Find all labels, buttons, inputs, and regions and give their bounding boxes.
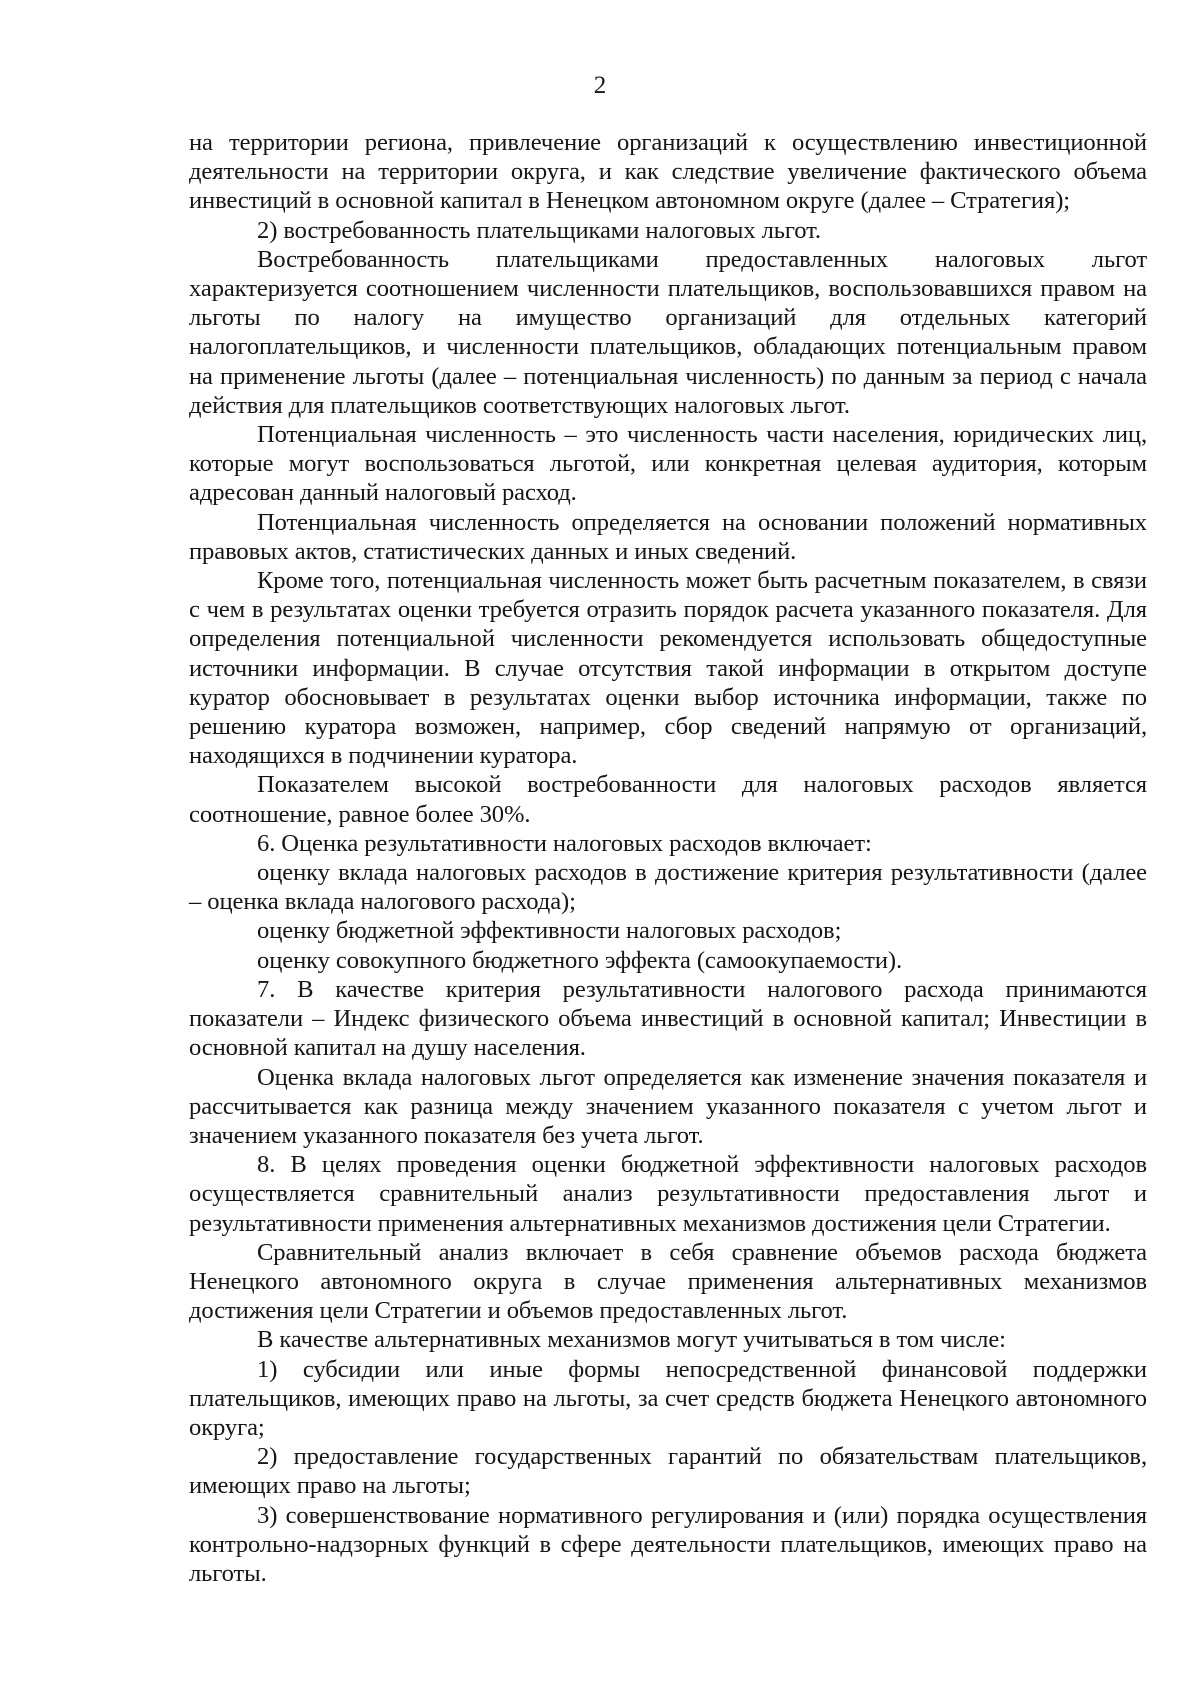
paragraph-section-7-criteria: 7. В качестве критерия результативности налогового расхода принимаются показатели – Индекс физического объема инвестиций в основной капитал; Инвестиции в основной капитал на душу населения. <box>189 975 1147 1062</box>
page-number: 2 <box>593 72 607 99</box>
paragraph-section-6-heading: 6. Оценка результативности налоговых расходов включает: <box>257 829 872 857</box>
paragraph-high-demand-threshold: Показателем высокой востребованности для налоговых расходов является соотношение, равное более 30%. <box>189 771 1147 828</box>
paragraph-comparative-analysis: Сравнительный анализ включает в себя сравнение объемов расхода бюджета Ненецкого автономного округа в случае применения альтернативных механизмов достижения цели Стратегии и объемов предоставленных льгот. <box>189 1238 1147 1325</box>
paragraph-potential-number-basis: Потенциальная численность определяется на основании положений нормативных правовых актов, статистических данных и иных сведений. <box>189 508 1147 565</box>
document-body <box>189 128 1147 1588</box>
paragraph-contribution-assessment: Оценка вклада налоговых льгот определяется как изменение значения показателя и рассчитывается как разница между значением указанного показателя с учетом льгот и значением указанного показателя без учета льгот. <box>189 1063 1147 1149</box>
paragraph-continuation: на территории региона, привлечение организаций к осуществлению инвестиционной деятельности на территории округа, и как следствие увеличение фактического объема инвестиций в основной капитал в Ненецком автономном округе (далее – Стратегия); <box>189 129 1147 215</box>
paragraph-section-6-item-3: оценку совокупного бюджетного эффекта (самоокупаемости). <box>257 946 903 974</box>
paragraph-demand-definition: Востребованность плательщиками предоставленных налоговых льгот характеризуется соотношением численности плательщиков, воспользовавшихся правом на льготы по налогу на имущество организаций для отдельных категорий налогоплательщиков, и численности плательщиков, обладающих потенциальным правом на применение льготы (далее – потенциальная численность) по данным за период с начала действия для плательщиков соответствующих налоговых льгот. <box>189 245 1147 419</box>
paragraph-alternative-3: 3) совершенствование нормативного регулирования и (или) порядка осуществления контрольно-надзорных функций в сфере деятельности плательщиков, имеющих право на льготы. <box>189 1501 1147 1587</box>
paragraph-calculation-note: Кроме того, потенциальная численность может быть расчетным показателем, в связи с чем в результатах оценки требуется отразить порядок расчета указанного показателя. Для определения потенциальной численности рекомендуется использовать общедоступные источники информации. В случае отсутствия такой информации в открытом доступе куратор обосновывает в результатах оценки выбор источника информации, также по решению куратора возможен, например, сбор сведений напрямую от организаций, находящихся в подчинении куратора. <box>189 567 1147 770</box>
paragraph-alternatives-intro: В качестве альтернативных механизмов могут учитываться в том числе: <box>257 1326 1006 1354</box>
paragraph-section-6-item-1: оценку вклада налоговых расходов в достижение критерия результативности (далее – оценка вклада налогового расхода); <box>189 859 1147 916</box>
paragraph-alternative-1: 1) субсидии или иные формы непосредственной финансовой поддержки плательщиков, имеющих право на льготы, за счет средств бюджета Ненецкого автономного округа; <box>189 1355 1147 1441</box>
paragraph-item-2-demand: 2) востребованность плательщиками налоговых льгот. <box>257 216 821 244</box>
paragraph-alternative-2: 2) предоставление государственных гарантий по обязательствам плательщиков, имеющих право на льготы; <box>189 1443 1147 1500</box>
paragraph-section-8-comparison: 8. В целях проведения оценки бюджетной эффективности налоговых расходов осуществляется сравнительный анализ результативности предоставления льгот и результативности применения альтернативных механизмов достижения цели Стратегии. <box>189 1151 1147 1237</box>
paragraph-section-6-item-2: оценку бюджетной эффективности налоговых расходов; <box>257 917 842 945</box>
paragraph-potential-number-definition: Потенциальная численность – это численность части населения, юридических лиц, которые могут воспользоваться льготой, или конкретная целевая аудитория, которым адресован данный налоговый расход. <box>189 421 1147 507</box>
